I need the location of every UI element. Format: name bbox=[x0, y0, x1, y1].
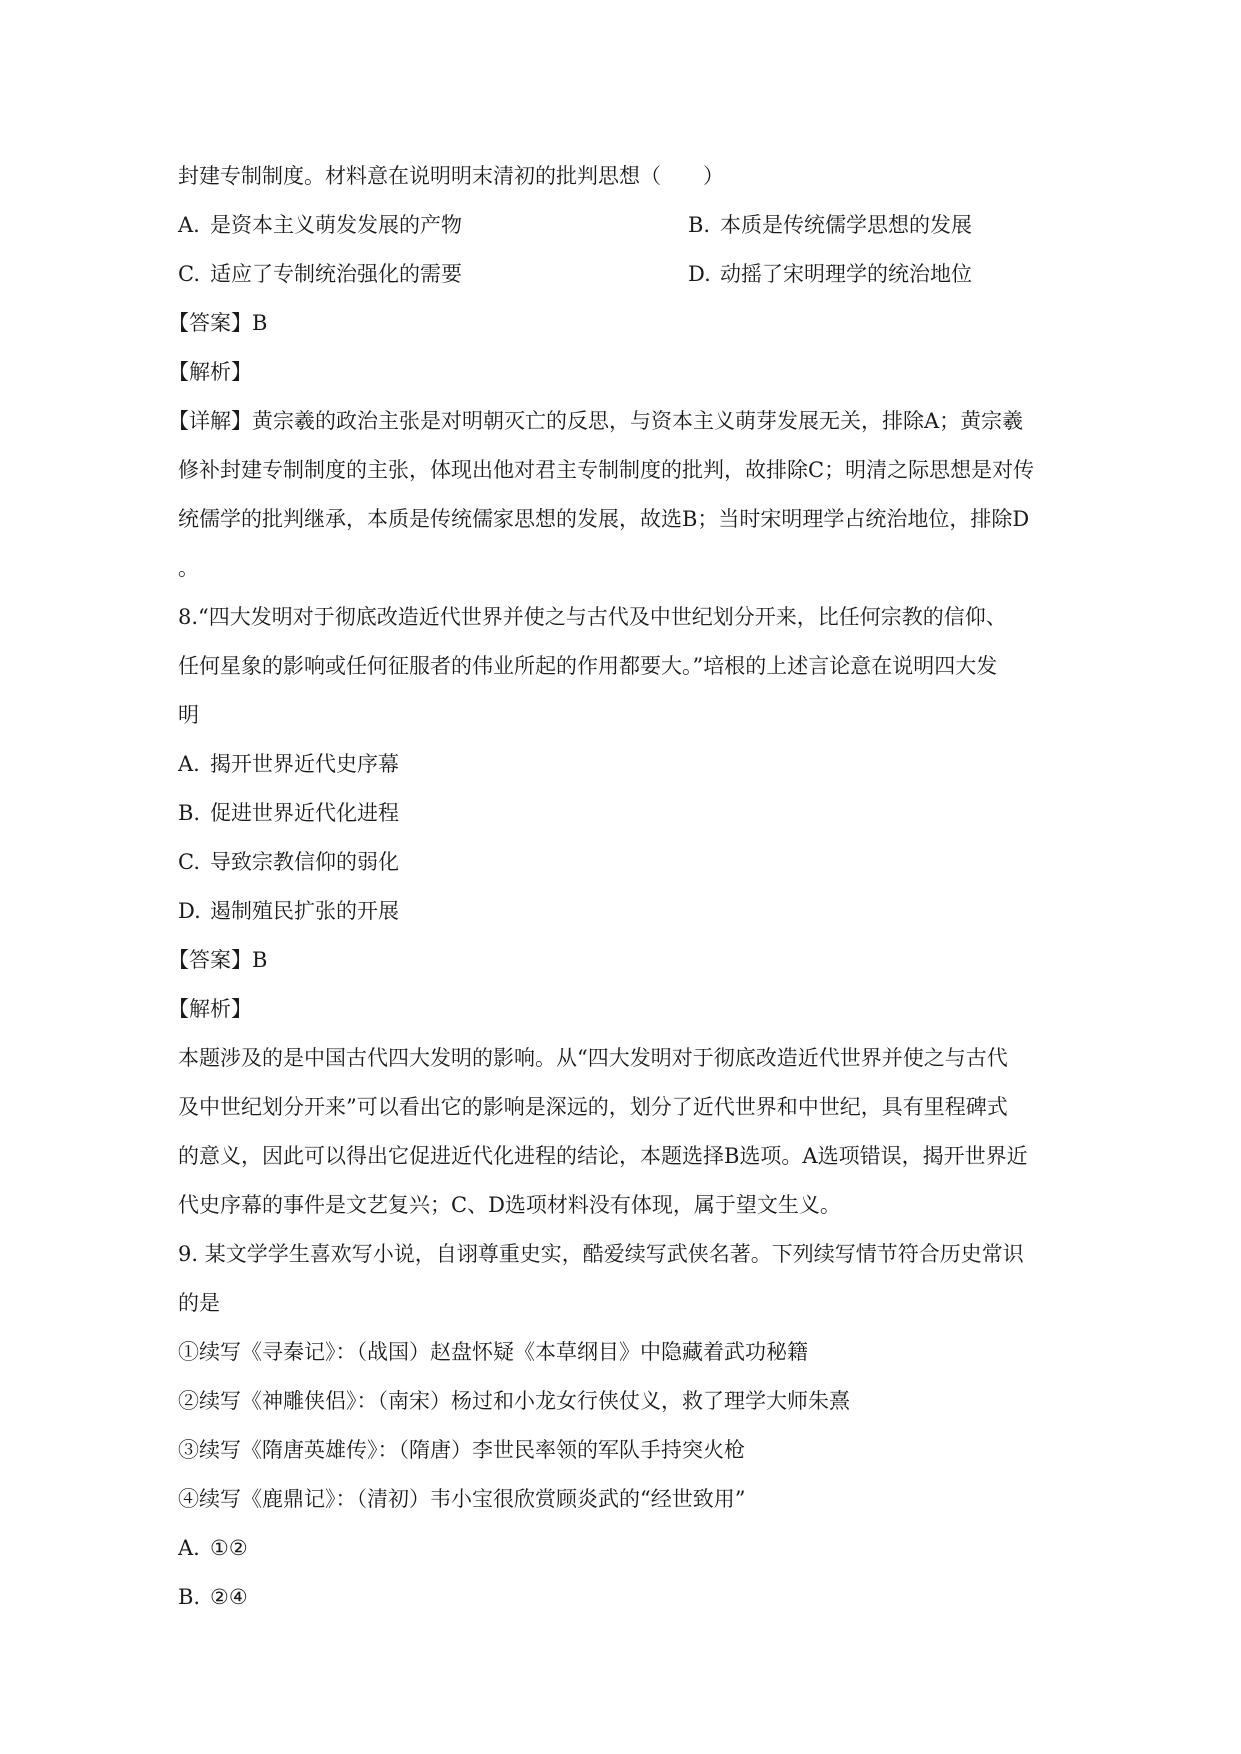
option-letter: C. bbox=[178, 262, 200, 286]
q7-analysis-label: 【解析】 bbox=[168, 360, 252, 384]
option-text: 导致宗教信仰的弱化 bbox=[210, 850, 399, 874]
option-text: 适应了专制统治强化的需要 bbox=[210, 262, 462, 286]
q7-option-d bbox=[688, 250, 1068, 299]
q7-option-c bbox=[178, 250, 688, 299]
q9-item: ④续写《鹿鼎记》：（清初）韦小宝很欣赏顾炎武的“经世致用” bbox=[178, 1487, 746, 1511]
q8-analysis-line: 及中世纪划分开来”可以看出它的影响是深远的，划分了近代世界和中世纪，具有里程碑式 bbox=[178, 1095, 1008, 1119]
q7-options-row-2 bbox=[178, 250, 1068, 299]
option-text: 揭开世界近代史序幕 bbox=[210, 752, 399, 776]
q7-detail-line: 。 bbox=[178, 556, 199, 580]
q8-answer: 【答案】B bbox=[168, 948, 268, 972]
option-text: 促进世界近代化进程 bbox=[210, 801, 399, 825]
option-letter: B. bbox=[178, 1585, 201, 1609]
option-text: ①② bbox=[210, 1536, 248, 1560]
q8-option-d bbox=[178, 887, 1068, 936]
q8-stem-line: 明 bbox=[178, 703, 199, 727]
option-text: 动摇了宋明理学的统治地位 bbox=[720, 262, 972, 286]
option-letter: B. bbox=[178, 801, 201, 825]
q9-stem-line: 的是 bbox=[178, 1291, 220, 1315]
q9-option-a bbox=[178, 1524, 1068, 1573]
q7-stem-tail: 封建专制制度。材料意在说明明末清初的批判思想（ ） bbox=[178, 164, 724, 188]
option-text: 遏制殖民扩张的开展 bbox=[210, 899, 399, 923]
q7-detail-line: 统儒学的批判继承，本质是传统儒家思想的发展，故选B；当时宋明理学占统治地位，排除D bbox=[178, 507, 1030, 531]
q8-analysis-line: 代史序幕的事件是文艺复兴；C、D选项材料没有体现，属于望文生义。 bbox=[178, 1193, 841, 1217]
q7-detail-line: 【详解】黄宗羲的政治主张是对明朝灭亡的反思，与资本主义萌芽发展无关，排除A；黄宗羲 bbox=[168, 409, 1024, 433]
option-letter: A. bbox=[178, 1536, 200, 1560]
option-letter: C. bbox=[178, 850, 200, 874]
q9-item: ③续写《隋唐英雄传》：（隋唐）李世民率领的军队手持突火枪 bbox=[178, 1438, 745, 1462]
q7-option-a bbox=[178, 201, 688, 250]
q9-stem-line: 9. 某文学学生喜欢写小说，自诩尊重史实，酷爱续写武侠名著。下列续写情节符合历史常识 bbox=[178, 1242, 1024, 1266]
q9-item: ①续写《寻秦记》：（战国）赵盘怀疑《本草纲目》中隐藏着武功秘籍 bbox=[178, 1340, 808, 1364]
option-letter: B. bbox=[688, 213, 711, 237]
q8-analysis-line: 本题涉及的是中国古代四大发明的影响。从“四大发明对于彻底改造近代世界并使之与古代 bbox=[178, 1046, 1008, 1070]
option-text: 是资本主义萌发发展的产物 bbox=[210, 213, 462, 237]
q8-option-b bbox=[178, 789, 1068, 838]
q8-analysis-label: 【解析】 bbox=[168, 997, 252, 1021]
q9-option-b bbox=[178, 1573, 1068, 1622]
option-text: 本质是传统儒学思想的发展 bbox=[720, 213, 972, 237]
q8-analysis-line: 的意义，因此可以得出它促进近代化进程的结论，本题选择B选项。A选项错误，揭开世界近 bbox=[178, 1144, 1028, 1168]
q8-option-a bbox=[178, 740, 1068, 789]
q7-option-b bbox=[688, 201, 1068, 250]
q8-stem-line: 8.“四大发明对于彻底改造近代世界并使之与古代及中世纪划分开来，比任何宗教的信仰、 bbox=[178, 605, 1007, 629]
q7-detail-line: 修补封建专制制度的主张，体现出他对君主专制制度的批判，故排除C；明清之际思想是对传 bbox=[178, 458, 1035, 482]
option-letter: D. bbox=[688, 262, 711, 286]
q7-options-row-1 bbox=[178, 201, 1068, 250]
q8-stem-line: 任何星象的影响或任何征服者的伟业所起的作用都要大。”培根的上述言论意在说明四大发 bbox=[178, 654, 998, 678]
option-letter: A. bbox=[178, 213, 200, 237]
option-letter: D. bbox=[178, 899, 201, 923]
q8-option-c bbox=[178, 838, 1068, 887]
option-letter: A. bbox=[178, 752, 200, 776]
q7-answer: 【答案】B bbox=[168, 311, 268, 335]
q9-item: ②续写《神雕侠侣》：（南宋）杨过和小龙女行侠仗义，救了理学大师朱熹 bbox=[178, 1389, 850, 1413]
document-page bbox=[168, 152, 1068, 1622]
option-text: ②④ bbox=[210, 1585, 248, 1609]
